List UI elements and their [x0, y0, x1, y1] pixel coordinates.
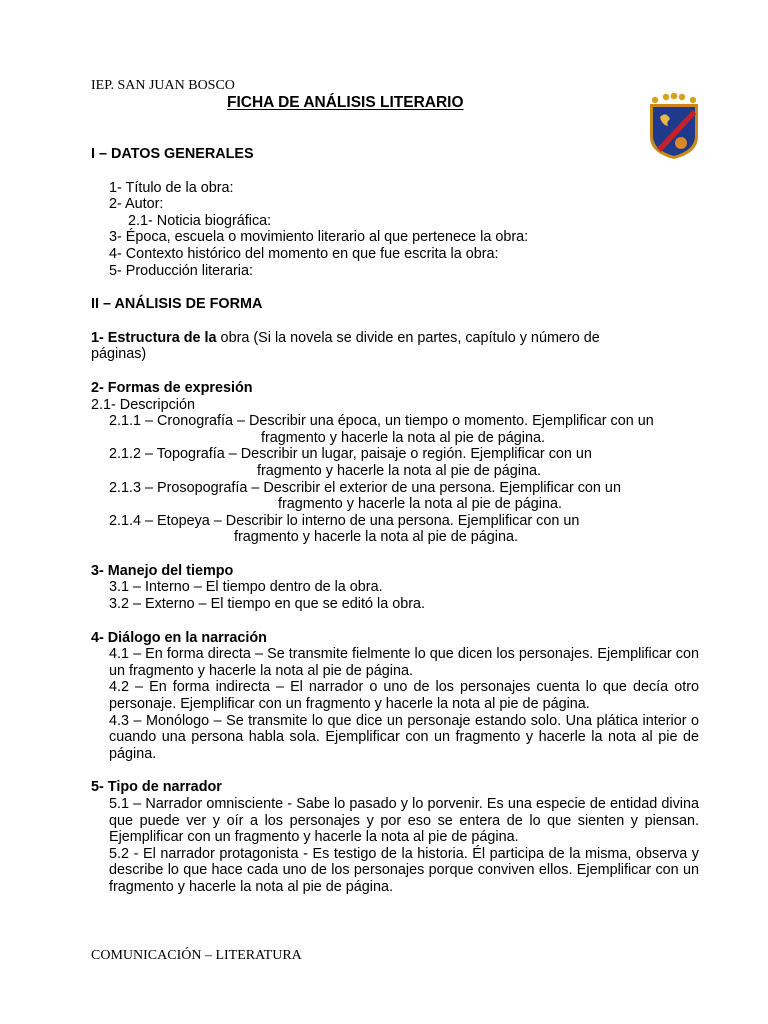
document-body: [91, 146, 699, 896]
paragraph-estructura: [91, 330, 699, 347]
list-item: 4.1 – En forma directa – Se transmite fielmente lo que dicen los personajes. Ejemplificar con un fragmento y hacerle la nota al pie de página.: [109, 646, 699, 679]
list-item: 5.1 – Narrador omnisciente - Sabe lo pasado y lo porvenir. Es una especie de entidad divina que puede ver y oír a los personajes y por eso se entera de lo que sienten y piensan. Ejemplificar con un fragmento y hacerle la nota al pie de página.: [109, 796, 699, 846]
subsection-heading-tipo-narrador: 5- Tipo de narrador: [91, 779, 222, 796]
list-item: 2.1.4 – Etopeya – Describir lo interno de una persona. Ejemplificar con un: [109, 512, 580, 529]
subsection-heading-formas-expresion: 2- Formas de expresión: [91, 379, 253, 396]
page-footer: COMUNICACIÓN – LITERATURA: [91, 948, 302, 963]
list-item: 2- Autor:: [109, 196, 164, 213]
list-item-continuation: fragmento y hacerle la nota al pie de página.: [234, 529, 519, 546]
list-item: 4.2 – En forma indirecta – El narrador o uno de los personajes cuenta lo que decía otro personaje. Ejemplificar con un fragmento y hacerle la nota al pie de página.: [109, 679, 699, 713]
subsection-heading-manejo-tiempo: 3- Manejo del tiempo: [91, 562, 234, 579]
list-item: 3- Época, escuela o movimiento literario al que pertenece la obra:: [109, 229, 529, 246]
list-item: 5.2 - El narrador protagonista - Es testigo de la historia. Él participa de la misma, observa y describe lo que hace cada uno de los personajes porque conviven ellos. Ejemplificar con un fragmento y hacerle la nota al pie de página.: [109, 845, 699, 895]
list-item-continuation: fragmento y hacerle la nota al pie de página.: [261, 429, 546, 446]
section-heading-analisis-forma: II – ANÁLISIS DE FORMA: [91, 296, 263, 313]
list-item: 4- Contexto histórico del momento en que fue escrita la obra:: [109, 245, 499, 262]
list-item-continuation: fragmento y hacerle la nota al pie de página.: [257, 462, 542, 479]
list-item: 2.1.3 – Prosopografía – Describir el exterior de una persona. Ejemplificar con un: [109, 479, 621, 496]
list-item: 2.1- Noticia biográfica:: [128, 212, 272, 229]
subsection-descripcion: 2.1- Descripción: [91, 396, 195, 413]
list-item-continuation: fragmento y hacerle la nota al pie de página.: [278, 496, 563, 513]
list-item: 5- Producción literaria:: [109, 262, 253, 279]
subsection-heading-dialogo: 4- Diálogo en la narración: [91, 629, 267, 646]
page-title: FICHA DE ANÁLISIS LITERARIO: [227, 94, 464, 111]
list-item: 4.3 – Monólogo – Se transmite lo que dice un personaje estando solo. Una plática interior o cuando una persona habla sola. Ejemplificar con un fragmento y hacerle la nota al pie de página.: [109, 712, 699, 762]
estructura-text-line2: páginas): [91, 346, 147, 363]
list-item: 2.1.2 – Topografía – Describir un lugar, paisaje o región. Ejemplificar con un: [109, 446, 592, 463]
list-item: 2.1.1 – Cronografía – Describir una época, un tiempo o momento. Ejemplificar con un: [109, 413, 654, 430]
section-heading-datos-generales: I – DATOS GENERALES: [91, 146, 254, 162]
school-name: IEP. SAN JUAN BOSCO: [91, 78, 235, 93]
estructura-bold-label: 1- Estructura de la: [91, 329, 217, 346]
list-item: 1- Título de la obra:: [109, 179, 234, 196]
list-item: 3.1 – Interno – El tiempo dentro de la obra.: [109, 579, 383, 596]
estructura-text: obra (Si la novela se divide en partes, capítulo y número de: [216, 329, 600, 346]
list-item: 3.2 – Externo – El tiempo en que se editó la obra.: [109, 596, 425, 613]
